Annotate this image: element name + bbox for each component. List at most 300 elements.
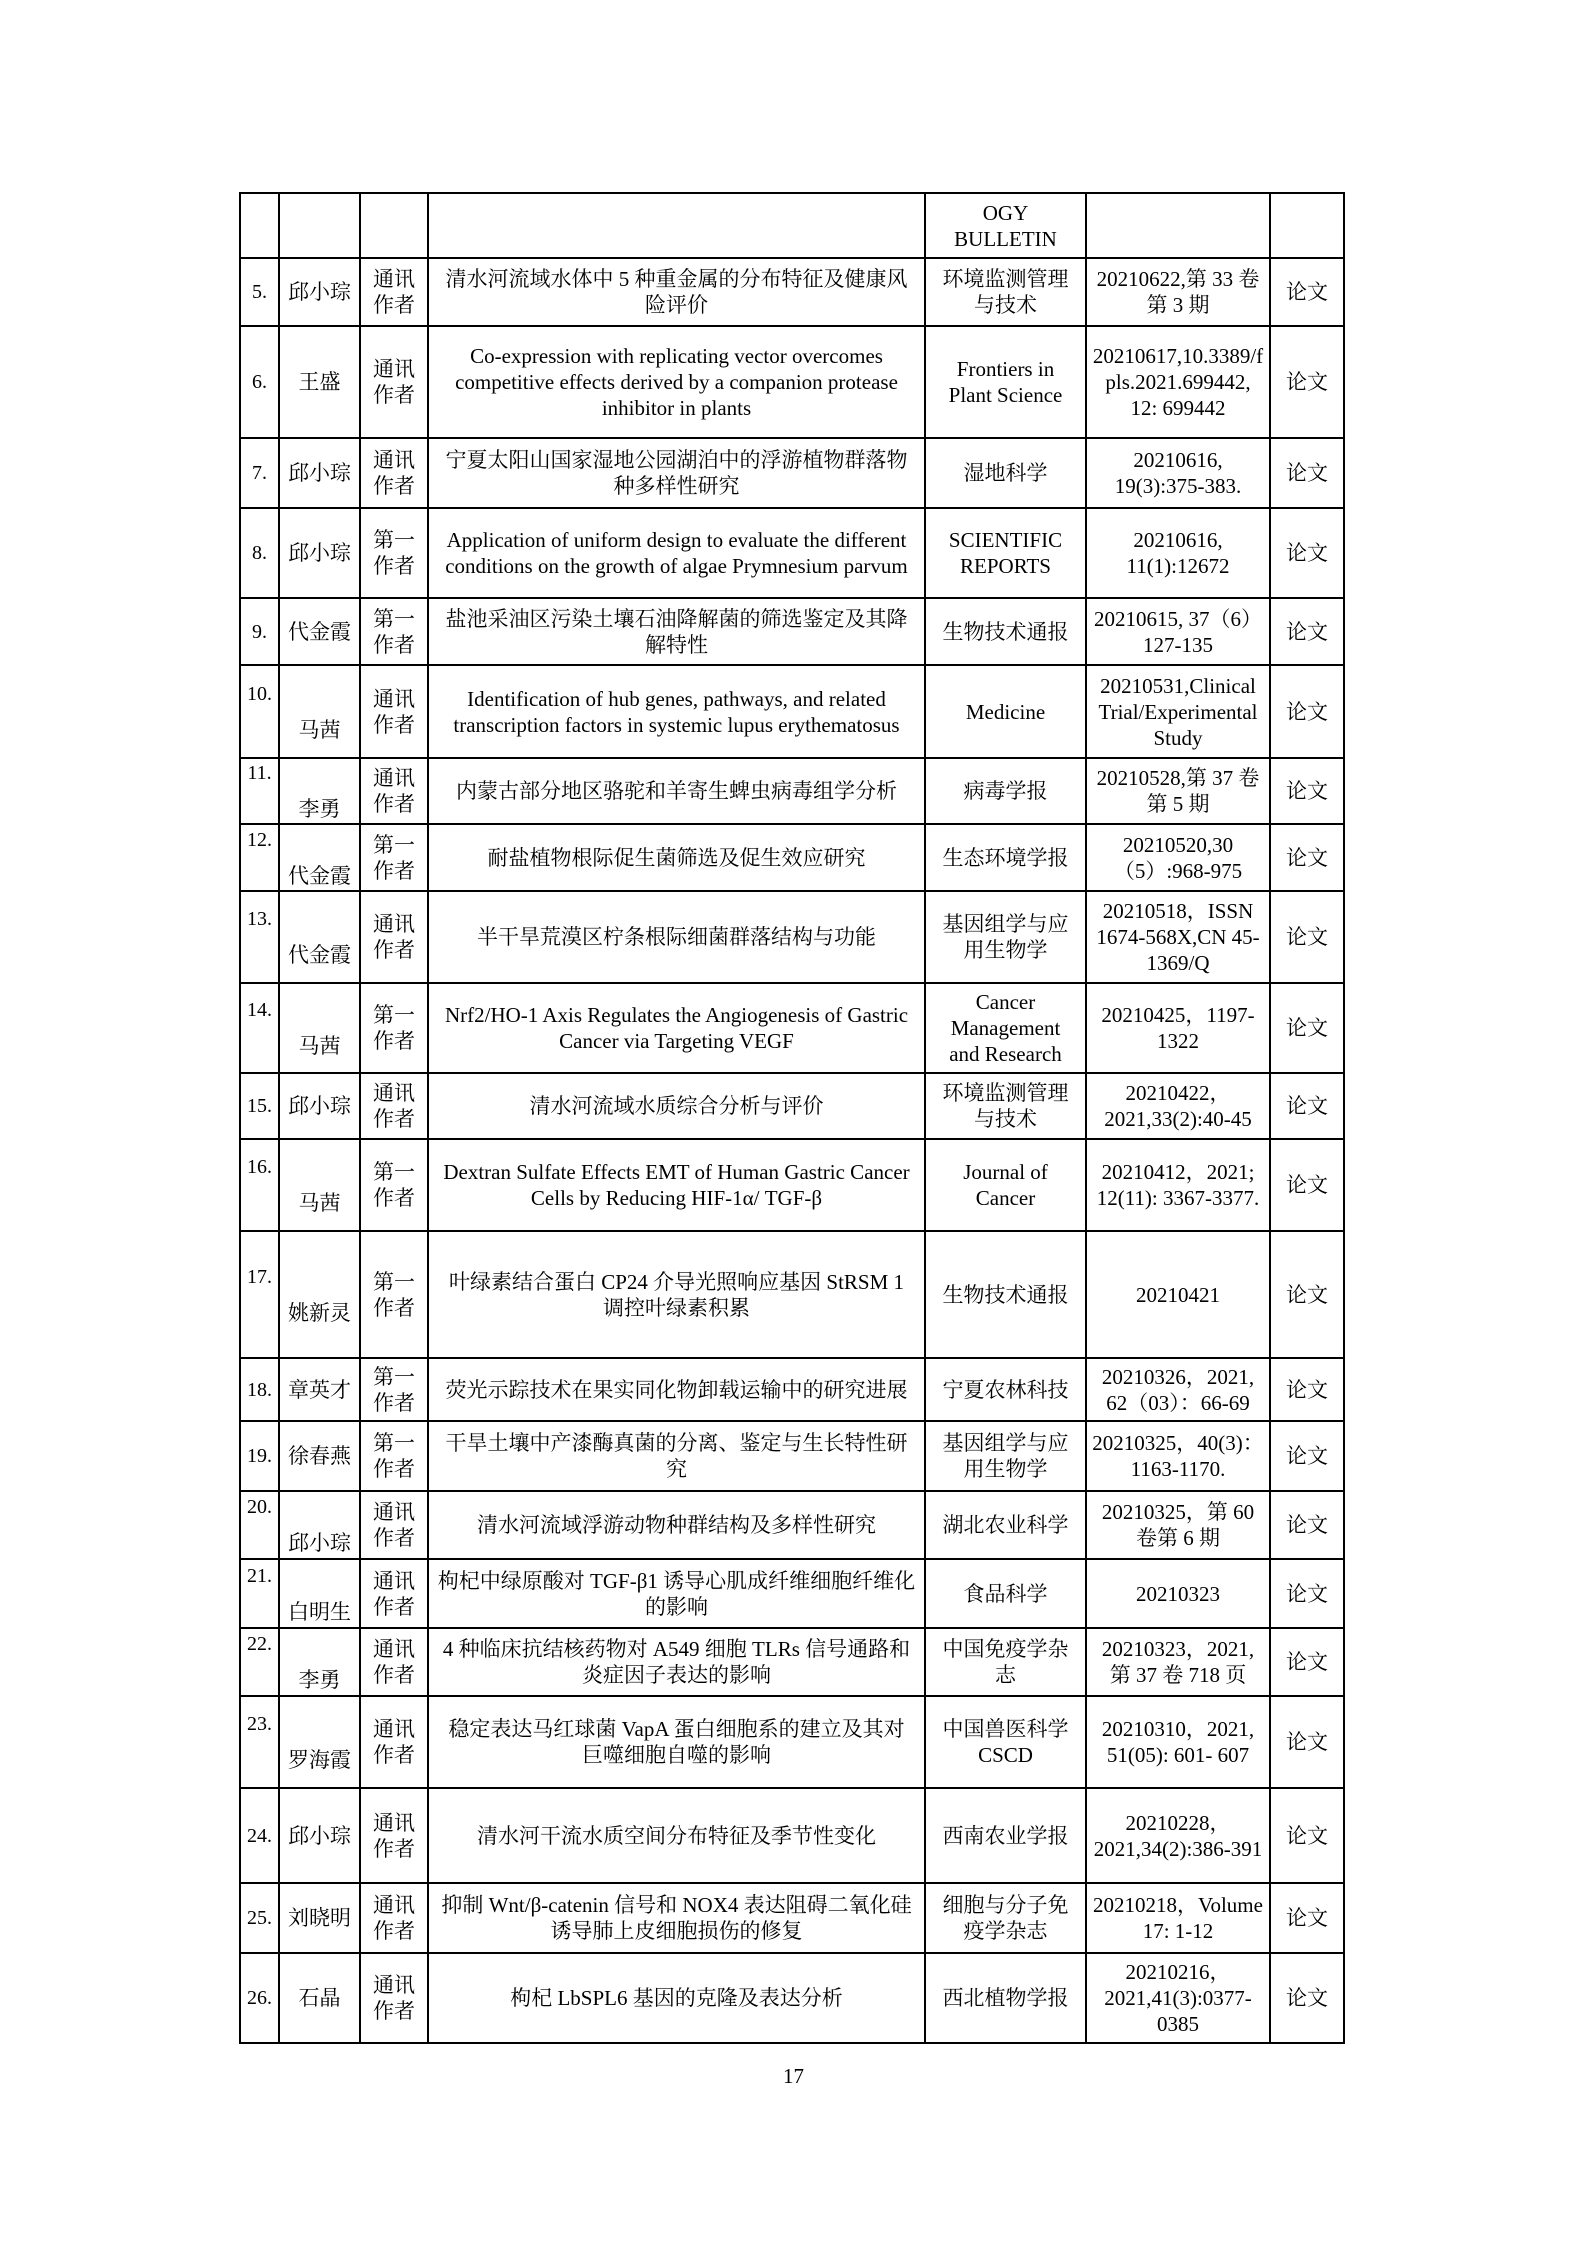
author-role-cell — [360, 1953, 428, 2043]
journal-cell — [925, 508, 1086, 598]
paper-title-cell — [428, 983, 925, 1073]
author-name-cell — [279, 1421, 360, 1491]
paper-title: 荧光示踪技术在果实同化物卸载运输中的研究进展 — [445, 1377, 908, 1402]
achievement-type-cell — [1270, 1883, 1344, 1953]
journal-name: 生物技术通报 — [942, 1282, 1069, 1307]
paper-title-cell — [428, 598, 925, 665]
publication-row — [240, 258, 1344, 326]
journal-name: Frontiers in Plant Science — [948, 357, 1063, 407]
journal-name: Journal of Cancer — [963, 1160, 1048, 1210]
publish-date: 20210520,30（5）:968-975 — [1113, 832, 1243, 883]
publication-row — [240, 326, 1344, 438]
achievement-type: 论文 — [1286, 541, 1328, 565]
row-number: 21. — [247, 1564, 272, 1587]
journal-name: 生态环境学报 — [942, 845, 1069, 870]
author-role: 通讯作者 — [373, 357, 415, 407]
author-role: 通讯作者 — [373, 1081, 415, 1131]
publication-row — [240, 1883, 1344, 1953]
journal-name: 细胞与分子免疫学杂志 — [942, 1893, 1069, 1943]
publish-date-cell — [1086, 1231, 1270, 1358]
author-name-cell — [279, 983, 360, 1073]
journal-name: 环境监测管理与技术 — [942, 267, 1069, 317]
author-role: 第一作者 — [373, 1160, 415, 1210]
paper-title-cell — [428, 1883, 925, 1953]
paper-title: Identification of hub genes, pathways, and related transcription factors in systemic lupus erythematosus — [453, 686, 900, 737]
author-role: 通讯作者 — [373, 1500, 415, 1550]
publish-date-cell — [1086, 1559, 1270, 1628]
row-number-cell — [240, 983, 279, 1073]
journal-name: Cancer Management and Research — [949, 990, 1062, 1066]
author-role-cell — [360, 1628, 428, 1696]
author-role-cell — [360, 1231, 428, 1358]
publish-date-cell — [1086, 193, 1270, 258]
author-name: 刘晓明 — [288, 1906, 351, 1930]
journal-name: 湖北农业科学 — [942, 1513, 1069, 1537]
author-role-cell — [360, 824, 428, 891]
publication-row — [240, 1788, 1344, 1883]
publication-row — [240, 1139, 1344, 1231]
author-name-cell — [279, 1883, 360, 1953]
author-role-cell — [360, 508, 428, 598]
paper-title: Application of uniform design to evaluate the different conditions on the growth of algae Prymnesium parvum — [445, 528, 908, 578]
publish-date-cell — [1086, 824, 1270, 891]
author-role-cell — [360, 598, 428, 665]
achievement-type: 论文 — [1286, 1513, 1328, 1537]
publish-date: 20210216，2021,41(3):0377-0385 — [1104, 1960, 1252, 2036]
achievement-type: 论文 — [1286, 699, 1328, 724]
publication-row — [240, 891, 1344, 983]
author-name-cell — [279, 824, 360, 891]
author-name: 章英才 — [288, 1377, 351, 1402]
author-role-cell — [360, 665, 428, 758]
row-number: 17. — [247, 1265, 272, 1288]
paper-title-cell — [428, 824, 925, 891]
author-name-cell — [279, 1139, 360, 1231]
paper-title-cell — [428, 1073, 925, 1139]
publish-date-cell — [1086, 1628, 1270, 1696]
achievement-type-cell — [1270, 1358, 1344, 1421]
journal-name: 基因组学与应用生物学 — [942, 912, 1069, 962]
row-number-cell — [240, 1953, 279, 2043]
row-number: 24. — [247, 1824, 272, 1847]
publish-date: 20210323 — [1136, 1581, 1220, 1606]
publish-date: 20210518，ISSN 1674-568X,CN 45-1369/Q — [1096, 899, 1260, 975]
page-number: 17 — [783, 2064, 804, 2088]
publish-date: 20210528,第 37 卷第 5 期 — [1096, 766, 1260, 816]
achievement-type: 论文 — [1286, 1986, 1328, 2010]
row-number-cell — [240, 1628, 279, 1696]
author-name-cell — [279, 1231, 360, 1358]
journal-cell — [925, 1073, 1086, 1139]
publish-date-cell — [1086, 891, 1270, 983]
row-number-cell — [240, 665, 279, 758]
author-name-cell — [279, 193, 360, 258]
publish-date: 20210422，2021,33(2):40-45 — [1104, 1081, 1252, 1131]
author-name-cell — [279, 508, 360, 598]
author-name-cell — [279, 758, 360, 824]
author-role: 第一作者 — [373, 832, 415, 883]
achievement-type-cell — [1270, 891, 1344, 983]
author-role: 第一作者 — [373, 606, 415, 657]
publish-date: 20210531,Clinical Trial/Experimental Study — [1098, 673, 1258, 750]
achievement-type: 论文 — [1286, 1173, 1328, 1197]
achievement-type: 论文 — [1286, 280, 1328, 304]
publication-row — [240, 1628, 1344, 1696]
publish-date-cell — [1086, 758, 1270, 824]
author-name: 马茜 — [298, 1034, 341, 1059]
paper-title: 清水河流域浮游动物种群结构及多样性研究 — [477, 1513, 876, 1537]
paper-title-cell — [428, 891, 925, 983]
achievement-type-cell — [1270, 193, 1344, 258]
paper-title: Dextran Sulfate Effects EMT of Human Gastric Cancer Cells by Reducing HIF-1α/ TGF-β — [443, 1160, 910, 1210]
author-name: 石晶 — [298, 1986, 341, 2010]
author-role: 通讯作者 — [373, 448, 415, 498]
author-name: 邱小琮 — [288, 1823, 351, 1848]
author-role-cell — [360, 326, 428, 438]
row-number-cell — [240, 193, 279, 258]
achievement-type-cell — [1270, 1953, 1344, 2043]
author-name: 马茜 — [298, 1191, 341, 1216]
paper-title: 清水河干流水质空间分布特征及季节性变化 — [477, 1823, 876, 1848]
row-number-cell — [240, 598, 279, 665]
author-role-cell — [360, 1788, 428, 1883]
publish-date-cell — [1086, 1788, 1270, 1883]
publish-date-cell — [1086, 1696, 1270, 1788]
row-number-cell — [240, 1788, 279, 1883]
publish-date-cell — [1086, 1883, 1270, 1953]
publish-date: 20210615, 37（6）127-135 — [1094, 606, 1262, 657]
paper-title: 枸杞中绿原酸对 TGF-β1 诱导心肌成纤维细胞纤维化的影响 — [437, 1568, 916, 1619]
row-number: 10. — [247, 682, 272, 705]
paper-title: 叶绿素结合蛋白 CP24 介导光照响应基因 StRSM 1 调控叶绿素积累 — [448, 1269, 905, 1320]
achievement-type-cell — [1270, 258, 1344, 326]
achievement-type-cell — [1270, 1231, 1344, 1358]
author-name: 王盛 — [298, 370, 341, 394]
paper-title-cell — [428, 1231, 925, 1358]
author-role-cell — [360, 983, 428, 1073]
journal-cell — [925, 758, 1086, 824]
paper-title: 清水河流域水质综合分析与评价 — [529, 1094, 824, 1118]
paper-title-cell — [428, 508, 925, 598]
author-role-cell — [360, 758, 428, 824]
journal-cell — [925, 1421, 1086, 1491]
author-name-cell — [279, 258, 360, 326]
author-role: 第一作者 — [373, 1003, 415, 1053]
achievement-type: 论文 — [1286, 1823, 1328, 1848]
achievement-type: 论文 — [1286, 1377, 1328, 1402]
author-name: 邱小琮 — [288, 461, 351, 485]
journal-name: SCIENTIFIC REPORTS — [948, 528, 1063, 578]
journal-name-continued: OGY BULLETIN — [954, 200, 1057, 251]
achievement-type-cell — [1270, 1421, 1344, 1491]
achievement-type-cell — [1270, 1628, 1344, 1696]
author-role-cell — [360, 1139, 428, 1231]
paper-title: 内蒙古部分地区骆驼和羊寄生蜱虫病毒组学分析 — [456, 779, 897, 803]
author-role: 通讯作者 — [373, 1717, 415, 1767]
row-number: 16. — [247, 1155, 272, 1178]
author-role: 通讯作者 — [373, 267, 415, 317]
journal-cell — [925, 1231, 1086, 1358]
publication-row — [240, 824, 1344, 891]
achievement-type: 论文 — [1286, 1650, 1328, 1674]
achievement-type: 论文 — [1286, 1016, 1328, 1040]
row-number: 23. — [247, 1712, 272, 1735]
achievement-type-cell — [1270, 508, 1344, 598]
paper-title: 干旱土壤中产漆酶真菌的分离、鉴定与生长特性研究 — [445, 1431, 908, 1481]
author-role: 第一作者 — [373, 1364, 415, 1415]
row-number: 26. — [247, 1987, 272, 2009]
journal-cell — [925, 258, 1086, 326]
row-number-cell — [240, 1073, 279, 1139]
journal-cell — [925, 1559, 1086, 1628]
author-name-cell — [279, 1491, 360, 1559]
journal-name: 中国兽医科学 CSCD — [942, 1717, 1069, 1767]
author-name: 马茜 — [298, 717, 341, 742]
author-name-cell — [279, 1559, 360, 1628]
journal-cell — [925, 598, 1086, 665]
paper-title: 稳定表达马红球菌 VapA 蛋白细胞系的建立及其对 巨噬细胞自噬的影响 — [448, 1717, 905, 1767]
author-name: 邱小琮 — [288, 1531, 351, 1556]
row-number: 8. — [252, 542, 267, 564]
publish-date: 20210617,10.3389/fpls.2021.699442, 12: 699442 — [1092, 344, 1264, 420]
row-number-cell — [240, 1696, 279, 1788]
achievement-type: 论文 — [1286, 619, 1328, 644]
publication-row — [240, 1073, 1344, 1139]
continuation-row — [240, 193, 1344, 258]
journal-name: 环境监测管理与技术 — [942, 1081, 1069, 1131]
row-number: 20. — [247, 1495, 272, 1518]
author-role-cell — [360, 1358, 428, 1421]
paper-title-cell — [428, 1696, 925, 1788]
achievement-type-cell — [1270, 1788, 1344, 1883]
author-role-cell — [360, 1883, 428, 1953]
row-number-cell — [240, 1883, 279, 1953]
journal-cell — [925, 665, 1086, 758]
publish-date-cell — [1086, 1953, 1270, 2043]
journal-cell — [925, 1358, 1086, 1421]
publish-date: 20210325，40(3)：1163-1170. — [1092, 1431, 1264, 1481]
publish-date: 20210622,第 33 卷第 3 期 — [1096, 267, 1260, 317]
journal-name: 宁夏农林科技 — [942, 1377, 1069, 1402]
author-role-cell — [360, 438, 428, 508]
publish-date: 20210425，1197-1322 — [1101, 1003, 1255, 1053]
publish-date-cell — [1086, 438, 1270, 508]
author-role: 第一作者 — [373, 1269, 415, 1320]
author-name: 邱小琮 — [288, 1094, 351, 1118]
journal-cell — [925, 326, 1086, 438]
author-role: 通讯作者 — [373, 1893, 415, 1943]
publications-table-body — [240, 193, 1344, 2043]
author-name-cell — [279, 1953, 360, 2043]
author-name: 邱小琮 — [288, 541, 351, 565]
achievement-type: 论文 — [1286, 1282, 1328, 1307]
author-role: 第一作者 — [373, 1431, 415, 1481]
author-name-cell — [279, 598, 360, 665]
author-name-cell — [279, 1788, 360, 1883]
author-role-cell — [360, 1559, 428, 1628]
achievement-type: 论文 — [1286, 779, 1328, 803]
paper-title: Co-expression with replicating vector overcomes competitive effects derived by a companion protease inhibitor in plants — [455, 344, 898, 420]
row-number: 7. — [252, 462, 267, 484]
publish-date-cell — [1086, 665, 1270, 758]
paper-title-cell — [428, 1358, 925, 1421]
row-number: 5. — [252, 281, 267, 303]
publications-table — [239, 192, 1345, 2044]
achievement-type-cell — [1270, 438, 1344, 508]
publish-date: 20210325，第 60 卷第 6 期 — [1101, 1500, 1255, 1550]
achievement-type-cell — [1270, 1696, 1344, 1788]
achievement-type-cell — [1270, 824, 1344, 891]
paper-title-cell — [428, 665, 925, 758]
achievement-type: 论文 — [1286, 1444, 1328, 1468]
row-number-cell — [240, 1231, 279, 1358]
publish-date-cell — [1086, 258, 1270, 326]
author-name: 代金霞 — [288, 943, 351, 968]
publication-row — [240, 983, 1344, 1073]
publish-date-cell — [1086, 326, 1270, 438]
publish-date: 20210310，2021, 51(05): 601- 607 — [1101, 1717, 1255, 1767]
publish-date-cell — [1086, 983, 1270, 1073]
publish-date-cell — [1086, 1139, 1270, 1231]
publish-date-cell — [1086, 1421, 1270, 1491]
journal-cell — [925, 1696, 1086, 1788]
journal-name: 中国免疫学杂志 — [942, 1637, 1069, 1687]
paper-title: 宁夏太阳山国家湿地公园湖泊中的浮游植物群落物种多样性研究 — [445, 448, 908, 498]
achievement-type-cell — [1270, 665, 1344, 758]
author-role-cell — [360, 1491, 428, 1559]
row-number: 13. — [247, 907, 272, 930]
author-name-cell — [279, 438, 360, 508]
journal-name: 西南农业学报 — [942, 1823, 1069, 1848]
publish-date-cell — [1086, 598, 1270, 665]
row-number-cell — [240, 758, 279, 824]
publish-date: 20210323，2021, 第 37 卷 718 页 — [1101, 1637, 1255, 1687]
paper-title-cell — [428, 326, 925, 438]
journal-cell — [925, 891, 1086, 983]
publication-row — [240, 1696, 1344, 1788]
row-number-cell — [240, 891, 279, 983]
paper-title-cell — [428, 193, 925, 258]
achievement-type: 论文 — [1286, 370, 1328, 394]
achievement-type-cell — [1270, 1559, 1344, 1628]
publication-row — [240, 1358, 1344, 1421]
publish-date: 20210412，2021; 12(11): 3367-3377. — [1096, 1160, 1260, 1210]
achievement-type: 论文 — [1286, 461, 1328, 485]
paper-title-cell — [428, 1628, 925, 1696]
author-name-cell — [279, 891, 360, 983]
paper-title: 清水河流域水体中 5 种重金属的分布特征及健康风险评价 — [445, 267, 908, 317]
paper-title-cell — [428, 1139, 925, 1231]
row-number-cell — [240, 824, 279, 891]
journal-cell — [925, 983, 1086, 1073]
journal-cell — [925, 1883, 1086, 1953]
publish-date: 20210228，2021,34(2):386-391 — [1093, 1810, 1263, 1861]
journal-cell — [925, 1139, 1086, 1231]
author-role: 通讯作者 — [373, 1637, 415, 1687]
publication-row — [240, 598, 1344, 665]
paper-title-cell — [428, 758, 925, 824]
journal-cell — [925, 1788, 1086, 1883]
publish-date: 20210326，2021, 62（03）：66-69 — [1101, 1364, 1255, 1415]
journal-name: 基因组学与应用生物学 — [942, 1431, 1069, 1481]
achievement-type-cell — [1270, 326, 1344, 438]
achievement-type-cell — [1270, 1139, 1344, 1231]
achievement-type: 论文 — [1286, 925, 1328, 949]
author-name-cell — [279, 1073, 360, 1139]
author-name: 徐春燕 — [288, 1444, 351, 1468]
author-name: 邱小琮 — [288, 280, 351, 304]
paper-title-cell — [428, 1788, 925, 1883]
author-name-cell — [279, 1696, 360, 1788]
paper-title-cell — [428, 1953, 925, 2043]
publication-row — [240, 758, 1344, 824]
row-number: 14. — [247, 998, 272, 1021]
author-name-cell — [279, 1358, 360, 1421]
row-number-cell — [240, 438, 279, 508]
author-name: 代金霞 — [288, 863, 351, 888]
achievement-type-cell — [1270, 1491, 1344, 1559]
author-role: 通讯作者 — [373, 686, 415, 737]
row-number: 11. — [247, 761, 272, 784]
journal-cell — [925, 193, 1086, 258]
author-role: 第一作者 — [373, 528, 415, 578]
paper-title-cell — [428, 1491, 925, 1559]
publication-row — [240, 1559, 1344, 1628]
publish-date-cell — [1086, 508, 1270, 598]
row-number-cell — [240, 1559, 279, 1628]
row-number: 25. — [247, 1907, 272, 1929]
row-number-cell — [240, 326, 279, 438]
publication-row — [240, 665, 1344, 758]
author-role: 通讯作者 — [373, 1973, 415, 2023]
author-name-cell — [279, 326, 360, 438]
paper-title: 抑制 Wnt/β-catenin 信号和 NOX4 表达阻碍二氧化硅诱导肺上皮细胞损伤的修复 — [441, 1893, 912, 1943]
achievement-type: 论文 — [1286, 845, 1328, 870]
achievement-type-cell — [1270, 758, 1344, 824]
author-role-cell — [360, 1421, 428, 1491]
achievement-type: 论文 — [1286, 1730, 1328, 1754]
row-number: 12. — [247, 828, 272, 851]
publish-date: 20210218，Volume 17: 1-12 — [1093, 1893, 1263, 1943]
journal-cell — [925, 824, 1086, 891]
paper-title: 枸杞 LbSPL6 基因的克隆及表达分析 — [510, 1986, 843, 2010]
journal-cell — [925, 1491, 1086, 1559]
publication-row — [240, 1421, 1344, 1491]
author-role-cell — [360, 258, 428, 326]
row-number: 19. — [247, 1445, 272, 1467]
paper-title: 盐池采油区污染土壤石油降解菌的筛选鉴定及其降解特性 — [445, 606, 908, 657]
achievement-type-cell — [1270, 1073, 1344, 1139]
author-name: 姚新灵 — [288, 1300, 351, 1325]
journal-name: 食品科学 — [963, 1581, 1048, 1606]
publish-date: 20210421 — [1136, 1282, 1220, 1307]
publish-date: 20210616, 19(3):375-383. — [1114, 448, 1242, 498]
journal-name: 病毒学报 — [963, 779, 1048, 803]
journal-name: 生物技术通报 — [942, 619, 1069, 644]
row-number-cell — [240, 1491, 279, 1559]
publish-date-cell — [1086, 1491, 1270, 1559]
author-name: 代金霞 — [288, 619, 351, 644]
publish-date-cell — [1086, 1073, 1270, 1139]
paper-title-cell — [428, 1559, 925, 1628]
journal-name: 湿地科学 — [963, 461, 1048, 485]
publish-date: 20210616, 11(1):12672 — [1126, 528, 1230, 578]
publication-row — [240, 1231, 1344, 1358]
author-name: 罗海霞 — [288, 1748, 351, 1773]
journal-name: 西北植物学报 — [942, 1986, 1069, 2010]
row-number: 22. — [247, 1632, 272, 1655]
journal-cell — [925, 1953, 1086, 2043]
